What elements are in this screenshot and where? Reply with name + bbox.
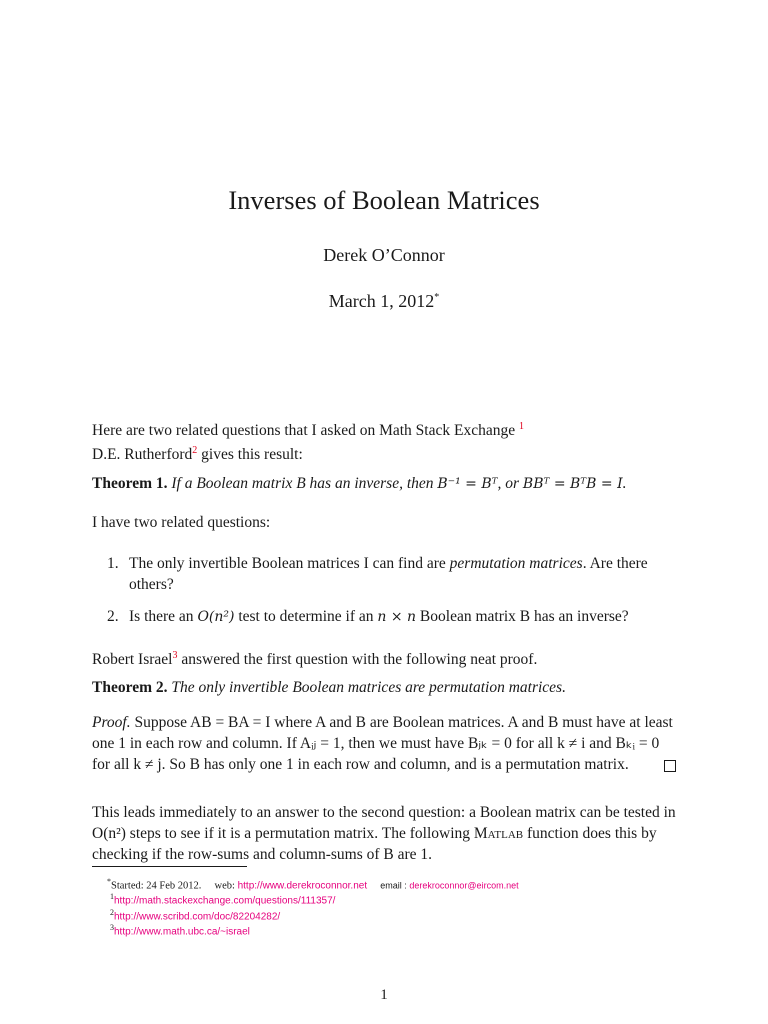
footnote-star-mark: * <box>107 877 111 886</box>
footnote-ref-3[interactable]: 3 <box>172 650 178 661</box>
footnote-3 <box>110 921 250 939</box>
question-math: O(n²) <box>197 609 235 625</box>
footnote-web-label: web: <box>214 880 235 892</box>
intro-line-2 <box>92 440 678 465</box>
footnote-ref-2[interactable]: 2 <box>192 445 198 456</box>
author-name: Derek O’Connor <box>323 245 445 265</box>
footnote-started: Started: 24 Feb 2012. <box>111 880 202 892</box>
question-number: 1. <box>107 555 119 572</box>
conclusion-text-pre: This leads immediately to an answer to the second question: a Boolean matrix can be tested in O(n²) steps to see if it is a permutation matrix. The following <box>92 804 676 842</box>
footnote-email-link[interactable]: derekroconnor@eircom.net <box>409 880 519 891</box>
theorem-2-text: The only invertible Boolean matrices are permutation matrices. <box>171 679 566 696</box>
theorem-1-text-c: . <box>622 475 627 492</box>
footnote-3-mark: 3 <box>110 923 114 932</box>
question-number: 2. <box>107 608 119 625</box>
question-text-mid: test to determine if an <box>234 608 378 625</box>
question-text-pre: The only invertible Boolean matrices I can find are <box>129 555 450 572</box>
intro-line-1 <box>92 416 678 441</box>
israel-name: Robert Israel <box>92 651 173 669</box>
footnote-email-label: email : <box>380 880 407 891</box>
questions-list <box>92 553 678 628</box>
footnote-1-link[interactable]: http://math.stackexchange.com/questions/111357/ <box>114 895 336 907</box>
theorem-1-label: Theorem 1. <box>92 475 168 492</box>
rutherford-name: D.E. Rutherford <box>92 446 193 464</box>
footnote-1-mark: 1 <box>110 892 114 901</box>
paper-date <box>0 291 768 312</box>
theorem-1-math-b: BBᵀ = BᵀB = I <box>522 476 623 492</box>
footnote-web-link[interactable]: http://www.derekroconnor.net <box>237 880 368 892</box>
footnote-ref-1[interactable]: 1 <box>518 421 524 432</box>
footnote-2-link[interactable]: http://www.scribd.com/doc/82204282/ <box>114 911 281 923</box>
rutherford-text: gives this result: <box>197 446 303 464</box>
question-math-2: n × n <box>377 609 417 625</box>
theorem-2-label: Theorem 2. <box>92 679 168 696</box>
matlab-word: Matlab <box>473 825 524 842</box>
theorem-2 <box>92 677 678 698</box>
date-text: March 1, 2012 <box>328 291 435 311</box>
question-item-1 <box>92 553 678 595</box>
proof-block <box>92 712 678 775</box>
israel-line <box>92 645 678 670</box>
questions-intro: I have two related questions: <box>92 514 271 531</box>
qed-square-icon <box>664 760 676 772</box>
proof-label: Proof. <box>92 714 131 731</box>
theorem-1-text-b: , or <box>497 475 523 492</box>
question-text-pre: Is there an <box>129 608 198 625</box>
theorem-1-math-a: B⁻¹ = Bᵀ <box>437 476 498 492</box>
question-item-2 <box>92 606 678 628</box>
conclusion-paragraph <box>92 802 678 865</box>
theorem-1-text-a: If a Boolean matrix B has an inverse, then <box>171 475 438 492</box>
theorem-1 <box>92 473 678 495</box>
footnote-2-mark: 2 <box>110 908 114 917</box>
footnote-rule <box>92 866 247 867</box>
question-emphasis: permutation matrices <box>449 555 583 572</box>
footnote-1 <box>110 890 335 908</box>
conclusion-text-post: function does this by checking if the row-sums and column-sums of B are 1. <box>92 825 657 863</box>
paper-title: Inverses of Boolean Matrices <box>228 185 540 215</box>
date-footnote-mark: * <box>434 292 440 303</box>
footnote-3-link[interactable]: http://www.math.ubc.ca/~israel <box>114 926 250 938</box>
intro-text: Here are two related questions that I asked on Math Stack Exchange <box>92 422 516 440</box>
proof-text: Suppose AB = BA = I where A and B are Boolean matrices. A and B must have at least one 1 in each row and column. If Aᵢⱼ = 1, then we must have Bⱼₖ = 0 for all k ≠ i and Bₖᵢ = 0 for all k ≠ j. So B has only one 1 in each row and column, and is a permutation matrix. <box>92 714 673 773</box>
israel-text: answered the first question with the following neat proof. <box>177 651 538 669</box>
page-number: 1 <box>380 987 388 1003</box>
question-text-post: . Are there others? <box>129 555 648 593</box>
question-text-post: Boolean matrix B has an inverse? <box>416 608 629 625</box>
